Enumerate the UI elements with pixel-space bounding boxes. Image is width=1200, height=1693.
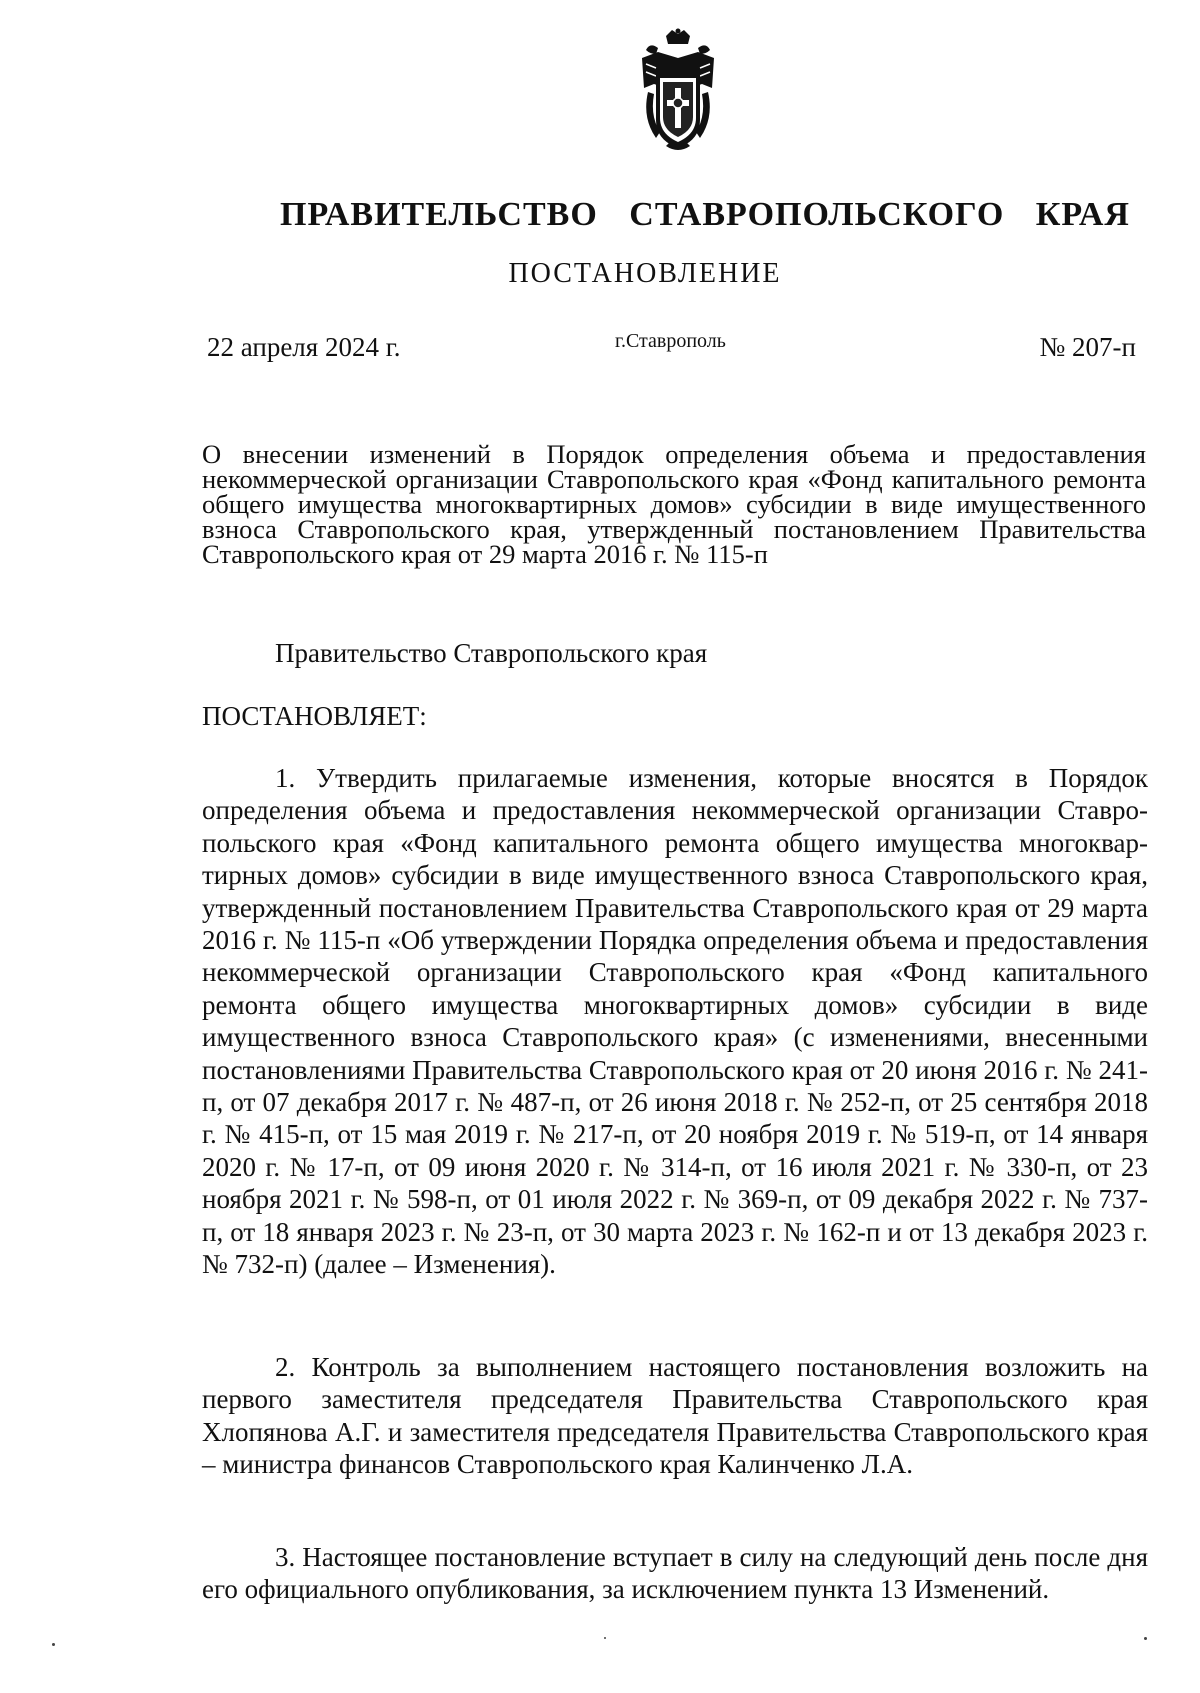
scan-artifact — [1144, 1637, 1147, 1640]
document-city: г.Ставрополь — [615, 330, 726, 352]
paragraph-3: 3. Настоящее постановление вступает в силу на следующий день после дня его официального опубликования, за исключением пункта 13 Изменений. — [202, 1542, 1148, 1605]
document-type: ПОСТАНОВЛЕНИЕ — [508, 258, 782, 289]
paragraph-2: 2. Контроль за выполнением настоящего постановления возложить на первого заместителя председателя Правительства Ставропольского края Хлопянова А.Г. и заместителя председателя Правительства Ставропольского края – министра финансов Ставропольского края Калинченко Л.А. — [202, 1352, 1148, 1480]
preamble: Правительство Ставропольского края — [275, 638, 708, 668]
document-number: № 207-п — [1039, 332, 1136, 362]
scan-artifact — [52, 1643, 55, 1646]
resolution-heading: ПОСТАНОВЛЯЕТ: — [202, 701, 427, 731]
scan-artifact — [604, 1637, 606, 1639]
government-title: ПРАВИТЕЛЬСТВО СТАВРОПОЛЬСКОГО КРАЯ — [280, 196, 1130, 233]
coat-of-arms-icon — [636, 28, 720, 154]
document-date: 22 апреля 2024 г. — [207, 332, 401, 362]
document-subject: О внесении изменений в Порядок определения объема и предоставления некоммерческой организации Ставропольского края «Фонд капитального ремонта общего имущества многоквартирных домов» субсидии в виде имущественного взноса Ставропольского края, утвержденный постановлением Правительства Ставропольского края от 29 марта 2016 г. № 115-п — [202, 439, 1146, 569]
paragraph-1: 1. Утвердить прилагаемые изменения, которые вносятся в Порядок определения объема и предоставления некоммерческой организации Ставропольского края «Фонд капитального ремонта общего имущества многоквартирных домов» субсидии в виде имущественного взноса Ставропольского края, утвержденный постановлением Правительства Ставропольского края от 29 марта 2016 г. № 115-п «Об утверждении Порядка определения объема и предоставления некоммерческой организации Ставропольского края «Фонд капитального ремонта общего имущества многоквартирных домов» субсидии в виде имущественного взноса Ставропольского края» (с изменениями, внесенными постановлениями Правительства Ставропольского края от 20 июня 2016 г. № 241-п, от 07 декабря 2017 г. № 487-п, от 26 июня 2018 г. № 252-п, от 25 сентября 2018 г. № 415-п, от 15 мая 2019 г. № 217-п, от 20 ноября 2019 г. № 519-п, от 14 января 2020 г. № 17-п, от 09 июня 2020 г. № 314-п, от 16 июля 2021 г. № 330-п, от 23 ноября 2021 г. № 598-п, от 01 июля 2022 г. № 369-п, от 09 декабря 2022 г. № 737-п, от 18 января 2023 г. № 23-п, от 30 марта 2023 г. № 162-п и от 13 декабря 2023 г. № 732-п) (далее – Изменения). — [202, 763, 1148, 1280]
